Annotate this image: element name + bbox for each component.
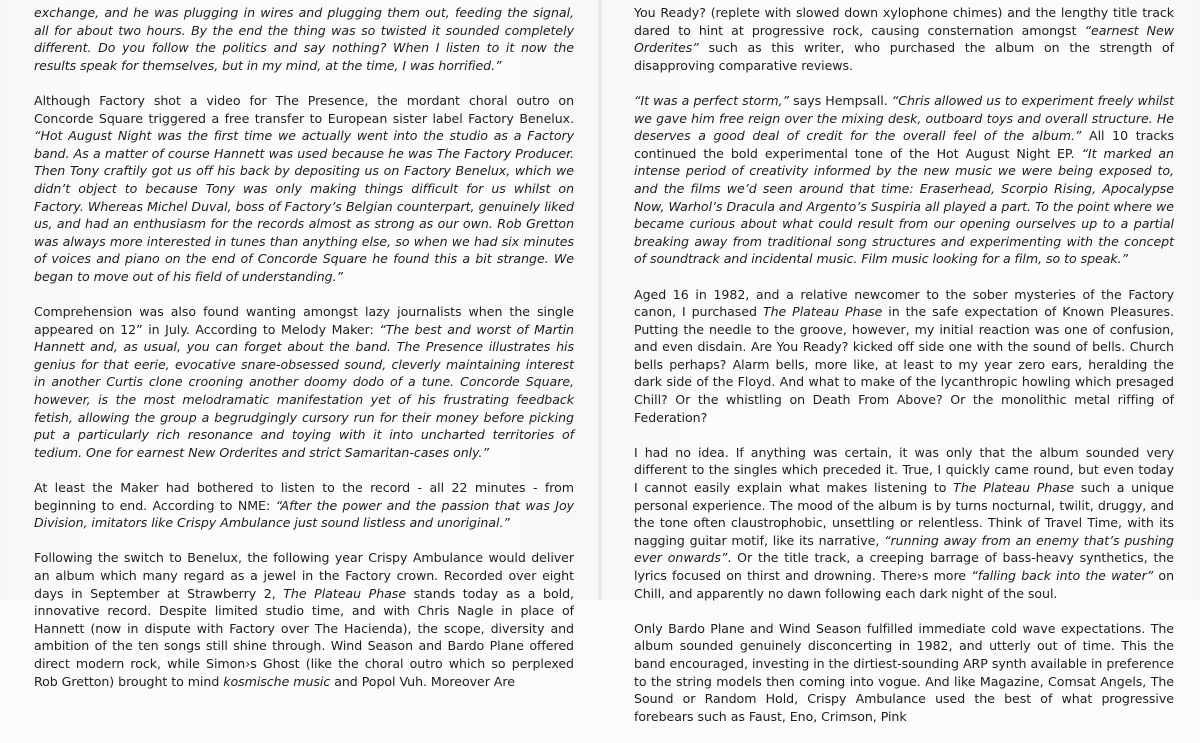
italic-text-run: exchange, and he was plugging in wires and plugging them out, feeding the signal, all for about two hours. By the end the thing was so twisted it sounded completely different. Do you follow the politics and say nothing? When I listen to it now the results speak for themselves, but in my mind, at the time, I was horrified.”	[34, 5, 574, 73]
text-run: All 10 tracks continued the bold experimental tone of the Hot August Night EP.	[634, 128, 1175, 161]
paragraph	[634, 4, 1174, 74]
text-run: Although Factory shot a video for The Presence, the mordant choral outro on Concorde Square triggered a free transfer to European sister label Factory Benelux.	[34, 92, 574, 126]
text-run: I had no idea. If anything was certain, it was only that the album sounded very different to the singles which preceded it. True, I quickly came round, but even today I cannot easily explain what makes listening to	[634, 444, 1174, 496]
paragraph	[634, 444, 1174, 602]
italic-text-run: “running away from an enemy that’s pushing ever onwards”	[634, 532, 1174, 566]
left-text-column	[34, 4, 574, 708]
right-page	[600, 0, 1200, 724]
text-run: such as this writer, who purchased the album on the strength of disapproving comparative reviews.	[634, 40, 1174, 73]
paragraph	[34, 549, 574, 690]
text-run: stands today as a bold, innovative record. Despite limited studio time, and with Chris Nagle in place of Hannett (now in dispute with Factory over The Hacienda), the scope, diversity and ambition of the ten songs still shine through. Wind Season and Bardo Plane offered direct modern rock, while Simon›s Ghost (like the choral outro which so perplexed Rob Gretton) brought to mind	[34, 585, 574, 689]
paragraph	[34, 92, 574, 286]
paragraph	[634, 92, 1174, 268]
text-run: Aged 16 in 1982, and a relative newcomer to the sober mysteries of the Factory canon, I purchased	[634, 286, 1174, 320]
italic-text-run: kosmische music	[223, 673, 331, 689]
text-run: Comprehension was also found wanting amongst lazy journalists when the single appeared on 12” in July. According to Melody Maker:	[34, 304, 574, 337]
italic-text-run: “earnest New Orderites”	[634, 22, 1175, 56]
text-run: such a unique personal experience. The mood of the album is by turns nocturnal, twilit, druggy, and the tone often claustrophobic, unsettling or relentless. Think of Travel Time, with its nagging guitar motif, like its narrative,	[634, 480, 1174, 548]
text-run: Only Bardo Plane and Wind Season fulfilled immediate cold wave expectations. The album sounded genuinely disconcerting in 1982, and utterly out of time. This the band encouraged, investing in the dirtiest-sounding ARP synth available in preference to the string models then coming into vogue. And like Magazine, Comsat Angels, The Sound or Random Hold, Crispy Ambulance used the best of what progressive forebears such as Faust, Eno, Crimson, Pink	[634, 620, 1174, 724]
paragraph	[34, 479, 574, 532]
paragraph	[634, 286, 1174, 427]
text-run: in the safe expectation of Known Pleasures. Putting the needle to the groove, however, my initial reaction was one of confusion, and even disdain. Are You Ready? kicked off side one with the sound of bells. Church bells perhaps? Alarm bells, more like, at least to my year zero ears, heralding the dark side of the Floyd. And what to make of the lycanthropic howling which presaged Chill? Or the whistling on Death From Above? Or the monolithic metal riffing of Federation?	[634, 304, 1174, 425]
paragraph	[634, 620, 1174, 726]
italic-text-run: The Plateau Phase	[762, 304, 883, 320]
text-run: on Chill, and apparently no dawn following each dark night of the soul.	[634, 568, 1175, 601]
italic-text-run: “After the power and the passion that was Joy Division, imitators like Crispy Ambulance just sound listless and unoriginal.”	[34, 497, 575, 531]
text-run: and Popol Vuh. Moreover Are	[330, 673, 515, 689]
italic-text-run: “It marked an intense period of creativity informed by the new music we were being exposed to, and the films we’d seen around that time: Eraserhead, Scorpio Rising, Apocalypse Now, Warhol’s Dracula and Argento’s Suspiria all played a part. To the point where we became curious about what could result from our opening ourselves up to a partial breaking away from traditional song structures and experimenting with the concept of soundtrack and incidental music. Film music looking for a film, so to speak.”	[634, 145, 1174, 267]
text-run: You Ready? (replete with slowed down xylophone chimes) and the lengthy title track dared to hint at progressive rock, causing consternation amongst	[634, 5, 1174, 38]
text-run: . Or the title track, a creeping barrage of bass-heavy synthetics, the lyrics focused on thirst and drowning. There›s more	[634, 550, 1174, 583]
italic-text-run: “falling back into the water”	[971, 568, 1154, 583]
right-text-column	[634, 4, 1174, 743]
italic-text-run: “It was a perfect storm,”	[634, 92, 789, 108]
text-run: Following the switch to Benelux, the following year Crispy Ambulance would deliver an album which many regard as a jewel in the Factory crown. Recorded over eight days in September at Strawberry 2,	[34, 550, 574, 601]
paragraph	[34, 4, 574, 74]
text-run: says Hempsall.	[789, 92, 892, 108]
text-run: At least the Maker had bothered to listen to the record - all 22 minutes - from beginning to end. According to NME:	[34, 480, 574, 513]
paragraph	[34, 303, 574, 461]
left-page	[0, 0, 600, 689]
italic-text-run: “Chris allowed us to experiment freely whilst we gave him free reign over the mixing desk, outboard toys and overall structure. He deserves a good deal of credit for the overall feel of the album.”	[634, 92, 1175, 144]
italic-text-run: The Plateau Phase	[953, 480, 1075, 496]
italic-text-run: “Hot August Night was the first time we actually went into the studio as a Factory band. As a matter of course Hannett was used because he was The Factory Producer. Then Tony craftily got us off his back by depositing us on Factory Benelux, which we didn’t object to because Tony was only making things difficult for us whilst on Factory. Whereas Michel Duval, boss of Factory’s Belgian counterpart, genuinely liked us, and had an enthusiasm for the records almost as strong as our own. Rob Gretton was always more interested in tunes than anything else, so when we had six minutes of voices and piano on the end of Concorde Square he found this a bit strange. We began to move out of his field of understanding.”	[34, 128, 574, 284]
italic-text-run: “The best and worst of Martin Hannett and, as usual, you can forget about the band. The Presence illustrates his genius for that eerie, evocative snare-obsessed sound, cleverly maintaining interest in another Curtis clone crooning another doomy dodo of a tune. Concorde Square, however, is the most melodramatic manifestation yet of his frustrating feedback fetish, allowing the group a begrudgingly cursory run for their money before picking put a particularly rich resonance and toying with it into uncharted territories of tedium. One for earnest New Orderites and strict Samaritan-cases only.”	[34, 321, 574, 460]
italic-text-run: The Plateau Phase	[283, 585, 407, 601]
page-gutter	[597, 0, 603, 600]
